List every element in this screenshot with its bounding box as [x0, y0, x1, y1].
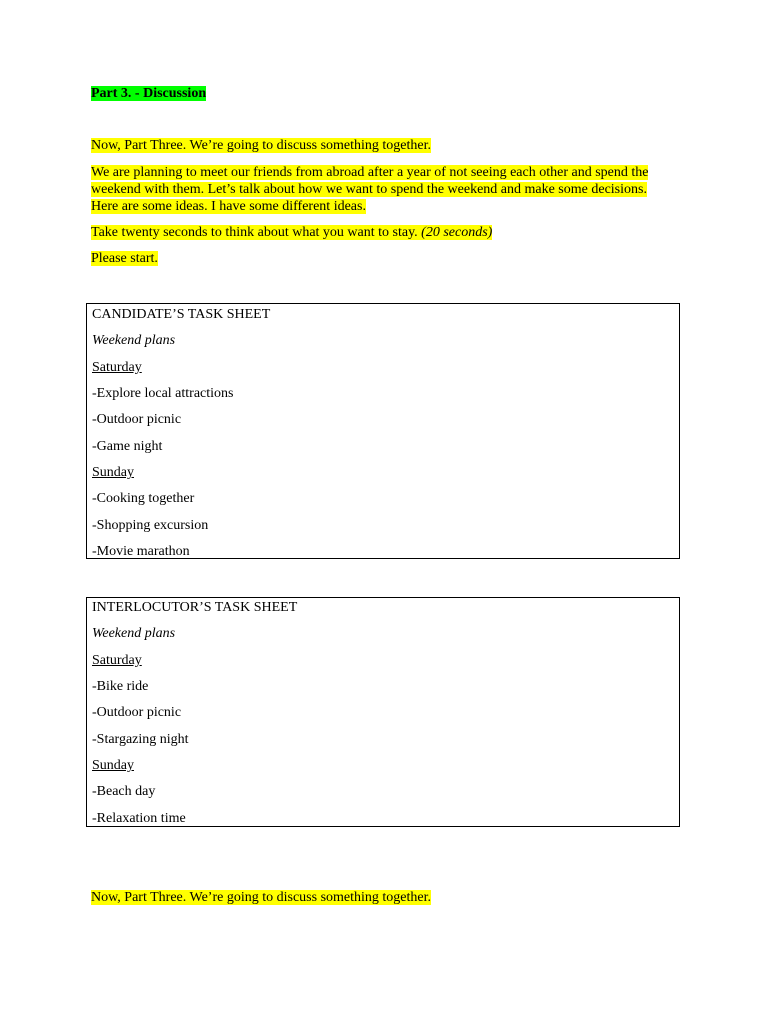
interlocutor-saturday-item: -Bike ride: [92, 679, 149, 694]
interlocutor-task-sheet: [86, 597, 680, 827]
think-instruction: [91, 224, 492, 241]
interlocutor-saturday-label: Saturday: [92, 653, 142, 668]
start-text: Please start.: [91, 251, 158, 266]
scenario-line-3: Here are some ideas. I have some different ideas.: [91, 199, 366, 214]
interlocutor-sunday-item: -Beach day: [92, 784, 156, 799]
interlocutor-sheet-subtitle: Weekend plans: [92, 626, 176, 641]
candidate-task-sheet: [86, 303, 680, 559]
start-instruction: [91, 250, 158, 267]
candidate-saturday-label: Saturday: [92, 360, 142, 375]
candidate-sheet-title: CANDIDATE’S TASK SHEET: [92, 307, 271, 322]
intro-paragraph: [91, 137, 431, 154]
think-text: Take twenty seconds to think about what you want to stay.: [91, 225, 422, 240]
candidate-saturday-item: -Explore local attractions: [92, 386, 234, 401]
candidate-sheet-subtitle: Weekend plans: [92, 333, 176, 348]
candidate-sunday-item: -Cooking together: [92, 491, 195, 506]
interlocutor-saturday-item: -Stargazing night: [92, 732, 189, 747]
interlocutor-sunday-item: -Relaxation time: [92, 811, 186, 826]
scenario-line-2: weekend with them. Let’s talk about how we want to spend the weekend and make some decisions.: [91, 182, 647, 197]
interlocutor-saturday-item: -Outdoor picnic: [92, 705, 182, 720]
candidate-sunday-item: -Shopping excursion: [92, 518, 209, 533]
section-heading-text: Part 3. - Discussion: [91, 86, 207, 101]
scenario-paragraph: [91, 164, 648, 215]
interlocutor-sheet-title: INTERLOCUTOR’S TASK SHEET: [92, 600, 298, 615]
intro-text: Now, Part Three. We’re going to discuss something together.: [91, 138, 431, 153]
candidate-saturday-item: -Outdoor picnic: [92, 412, 182, 427]
candidate-sunday-item: -Movie marathon: [92, 544, 190, 559]
scenario-line-1: We are planning to meet our friends from abroad after a year of not seeing each other and spend the: [91, 165, 649, 180]
footer-intro-paragraph: [91, 889, 431, 906]
candidate-sunday-label: Sunday: [92, 465, 134, 480]
think-timing: (20 seconds): [421, 225, 493, 240]
interlocutor-sunday-label: Sunday: [92, 758, 134, 773]
candidate-saturday-item: -Game night: [92, 439, 163, 454]
section-heading: [91, 85, 206, 102]
footer-intro-text: Now, Part Three. We’re going to discuss something together.: [91, 890, 431, 905]
